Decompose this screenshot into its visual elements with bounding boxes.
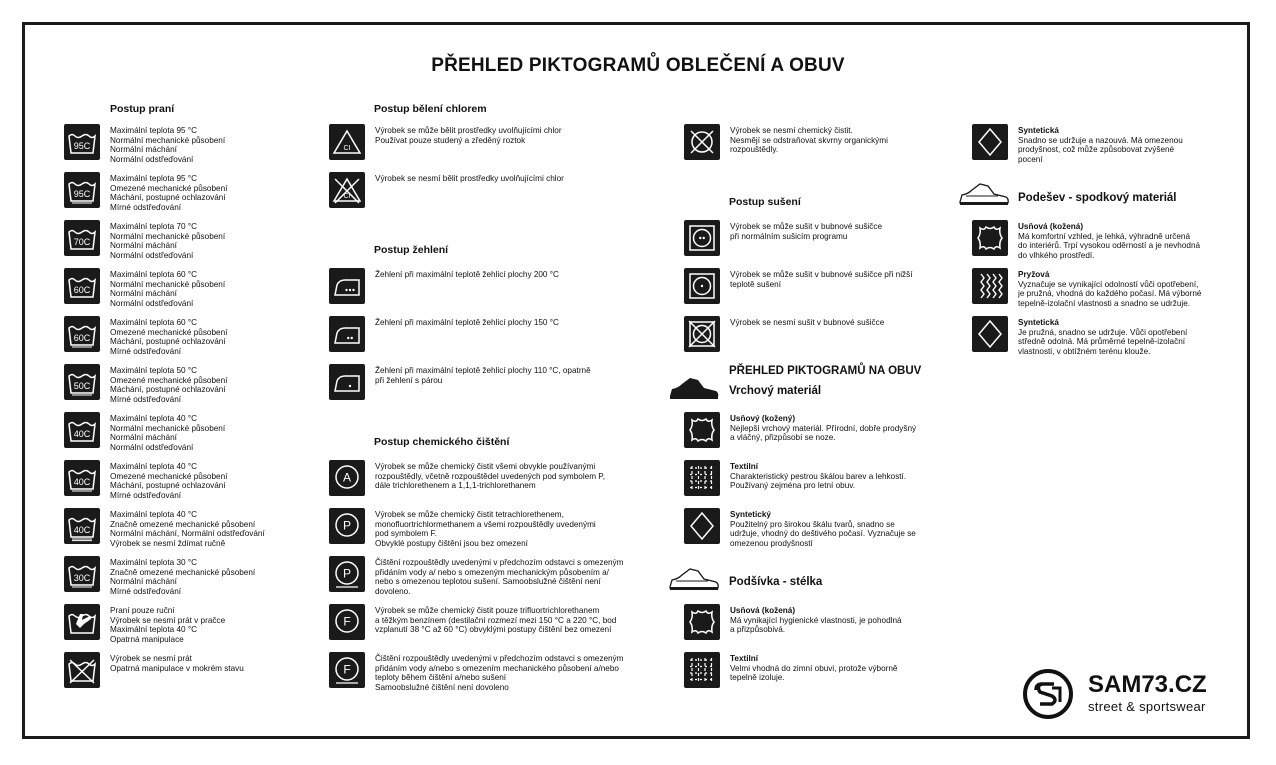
material-name: Usňový (kožený): [730, 414, 796, 423]
lining-shoe-icon: [668, 567, 720, 591]
hand-wash-icon: [64, 604, 100, 640]
dry-clean-row: [329, 508, 596, 549]
wash-temp-label: 40C: [73, 429, 91, 439]
material-row: [972, 124, 1183, 165]
svg-text:P: P: [342, 518, 352, 533]
material-row: [972, 220, 1200, 261]
material-row: [684, 508, 916, 549]
drying-row: [684, 268, 912, 304]
bleach-heading: Postup bělení chlorem: [374, 103, 487, 115]
dry-clean-row: [329, 652, 623, 693]
wash-tub-icon: [64, 412, 100, 448]
symbol-description: Maximální teplota 95 °C Normální mechanické působení Normální máchání Normální odstřeďování: [110, 126, 226, 165]
iron-row: [329, 316, 559, 352]
wash-tub-icon: [64, 460, 100, 496]
dry-clean-a-icon: [329, 460, 365, 496]
iron-icon: [329, 364, 365, 400]
symbol-description: Čištění rozpouštědly uvedenými v předchozím odstavci s omezeným přidáním vody a/ nebo s omezeným mechanickým působením a/ nebo s omezenou teplotou sušení. Samoobslužné čištění není dovoleno.: [375, 558, 624, 597]
wash-tub-icon: [64, 220, 100, 256]
upper-shoe-icon: [668, 376, 720, 400]
material-row: [972, 316, 1187, 357]
material-name: Syntetický: [730, 510, 771, 519]
wash-row: [64, 508, 265, 549]
material-description: Charakteristický pestrou škálou barev a lehkostí. Používaný zejména pro letní obuv.: [730, 471, 907, 491]
wash-row: [64, 268, 225, 309]
material-description: Velmi vhodná do zimní obuvi, protože výborně tepelně izoluje.: [730, 663, 898, 683]
sam-logo-icon: [1022, 668, 1074, 720]
dry-clean-f-icon: [329, 652, 365, 688]
brand-logo: [1022, 668, 1207, 720]
material-description: Má komfortní vzhled, je lehká, výhradně určená do interiérů. Trpí vysokou oděrností a je nevhodná do vlhkého prostředí.: [1018, 231, 1201, 261]
dry-clean-p-icon: [329, 508, 365, 544]
material-name: Usňová (kožená): [730, 606, 796, 615]
synthetic-icon: [972, 124, 1008, 160]
rubber-icon: [972, 268, 1008, 304]
tumble-dry-icon: [684, 268, 720, 304]
wash-temp-label: 50C: [73, 381, 91, 391]
tumble-dry-icon: [684, 220, 720, 256]
symbol-description: Žehlení při maximální teplotě žehlicí plochy 150 °C: [375, 318, 559, 327]
upper-heading: Vrchový materiál: [729, 385, 822, 397]
wash-row: [64, 316, 227, 357]
symbol-description: Výrobek se nesmí bělit prostředky uvolňujícími chlor: [375, 174, 564, 183]
material-row: [684, 604, 902, 640]
material-text: [1018, 318, 1187, 357]
wash-heading: Postup praní: [110, 103, 175, 115]
leather-icon: [972, 220, 1008, 256]
material-text: [730, 510, 916, 549]
svg-text:CI: CI: [343, 145, 351, 152]
dry-clean-heading: Postup chemického čištění: [374, 436, 510, 448]
wash-row: [64, 556, 255, 597]
material-description: Nejlepší vrchový materiál. Přírodní, dobře prodyšný a vláčný, přizpůsobí se noze.: [730, 423, 917, 443]
wash-temp-label: 70C: [73, 237, 91, 247]
symbol-description: Maximální teplota 40 °C Omezené mechanické působení Máchání, postupné ochlazování Mírné odstřeďování: [110, 462, 228, 501]
material-description: Snadno se udržuje a nazouvá. Má omezenou prodyšnost, což může způsobovat zvýšené pocení: [1018, 135, 1183, 165]
dry-clean-row: [329, 556, 623, 597]
symbol-description: Žehlení při maximální teplotě žehlicí plochy 200 °C: [375, 270, 559, 279]
material-row: [684, 412, 916, 448]
material-description: Použitelný pro širokou škálu tvarů, snadno se udržuje, vhodný do deštivého počasí. Vyznačuje se omezenou prodyšností: [730, 519, 916, 549]
symbol-description: Výrobek se může sušit v bubnové sušičce při normálním sušicím programu: [730, 222, 882, 241]
symbol-description: Výrobek se může bělit prostředky uvolňujícími chlor Používat pouze studený a zředěný roztok: [375, 126, 562, 145]
symbol-description: Praní pouze ruční Výrobek se nesmí prát v pračce Maximální teplota 40 °C Opatrná manipulace: [110, 606, 226, 645]
wash-tub-icon: [64, 508, 100, 544]
material-text: [1018, 270, 1201, 309]
symbol-description: Maximální teplota 50 °C Omezené mechanické působení Máchání, postupné ochlazování Mírné odstřeďování: [110, 366, 228, 405]
material-text: [730, 606, 902, 635]
material-description: Je pružná, snadno se udržuje. Vůči opotřebení středně odolná. Má průměrné tepelně-izolační vlastnosti, v obtížném terénu klouže.: [1018, 327, 1188, 357]
symbol-description: Výrobek se nesmí chemický čistit. Nesmějí se odstraňovat skvrny organickými rozpouštědly.: [730, 126, 888, 155]
material-name: Usňová (kožená): [1018, 222, 1084, 231]
material-name: Textilní: [730, 462, 759, 471]
symbol-description: Maximální teplota 30 °C Značně omezené mechanické působení Normální máchání Mírné odstřeďování: [110, 558, 256, 597]
wash-row: [64, 460, 227, 501]
drying-row: [684, 316, 884, 352]
material-text: [1018, 222, 1200, 261]
bleach-row: [329, 172, 564, 208]
leather-icon: [684, 604, 720, 640]
wash-temp-label: 95C: [73, 141, 91, 151]
sole-shoe-icon: [958, 182, 1010, 206]
material-name: Syntetická: [1018, 318, 1059, 327]
symbol-description: Maximální teplota 60 °C Omezené mechanické působení Máchání, postupné ochlazování Mírné odstřeďování: [110, 318, 228, 357]
symbol-description: Výrobek se nesmí prát Opatrná manipulace v mokrém stavu: [110, 654, 244, 673]
material-row: [684, 652, 897, 688]
symbol-description: Výrobek se může chemický čistit pouze trifluortrichlorethanem a těžkým benzínem (destilační rozmezí mezi 150 °C a 220 °C, bod vzplanutí 38 °C až 60 °C) obvyklými postupy čištění bez omezení: [375, 606, 617, 635]
svg-text:P: P: [342, 566, 352, 581]
wash-row: [64, 652, 244, 688]
dry-clean-row: [329, 604, 616, 640]
textile-icon: [684, 652, 720, 688]
symbol-description: Maximální teplota 70 °C Normální mechanické působení Normální máchání Normální odstřeďování: [110, 222, 226, 261]
iron-heading: Postup žehlení: [374, 244, 449, 256]
brand-tagline: street & sportswear: [1088, 699, 1206, 714]
material-name: Pryžová: [1018, 270, 1050, 279]
textile-icon: [684, 460, 720, 496]
page-title: PŘEHLED PIKTOGRAMŮ OBLEČENÍ A OBUV: [431, 55, 845, 76]
no-bleach-icon: [329, 172, 365, 208]
wash-row: [64, 220, 225, 261]
wash-tub-icon: [64, 172, 100, 208]
wash-tub-icon: [64, 124, 100, 160]
synthetic-icon: [684, 508, 720, 544]
drying-row: [684, 220, 882, 256]
symbol-description: Výrobek se nesmí sušit v bubnové sušičce: [730, 318, 885, 327]
dry-clean-p-icon: [329, 556, 365, 592]
wash-row: [64, 604, 225, 645]
wash-temp-label: 95C: [73, 189, 91, 199]
material-description: Vyznačuje se vynikající odolností vůči opotřebení, je pružná, vhodná do každého počasí. Má výborné tepelně-izolační vlastnosti a snadno se udržuje.: [1018, 279, 1202, 309]
symbol-description: Maximální teplota 40 °C Značně omezené mechanické působení Normální máchání, Normální odstřeďování Výrobek se nesmí ždímat ručně: [110, 510, 265, 549]
svg-text:F: F: [343, 614, 351, 629]
material-text: [730, 654, 897, 683]
no-tumble-dry-icon: [684, 316, 720, 352]
svg-text:A: A: [342, 470, 352, 485]
wash-tub-icon: [64, 268, 100, 304]
shoes-heading: PŘEHLED PIKTOGRAMŮ NA OBUV: [729, 365, 922, 377]
material-description: Má vynikající hygienické vlastnosti, je pohodlná a přizpůsobivá.: [730, 615, 902, 635]
symbol-description: Maximální teplota 60 °C Normální mechanické působení Normální máchání Normální odstřeďování: [110, 270, 226, 309]
wash-tub-icon: [64, 316, 100, 352]
no-wash-icon: [64, 652, 100, 688]
svg-text:F: F: [343, 662, 351, 677]
wash-row: [64, 124, 225, 165]
synthetic-icon: [972, 316, 1008, 352]
iron-icon: [329, 316, 365, 352]
material-text: [730, 462, 906, 491]
symbol-description: Maximální teplota 40 °C Normální mechanické působení Normální máchání Normální odstřeďování: [110, 414, 226, 453]
symbol-description: Výrobek se může sušit v bubnové sušičce při nižší teplotě sušení: [730, 270, 913, 289]
wash-temp-label: 60C: [73, 333, 91, 343]
wash-temp-label: 60C: [73, 285, 91, 295]
symbol-description: Výrobek se může chemický čistit všemi obvykle používanými rozpouštědly, včetně rozpouštědel uvedených pod symbolem P, dále trichlorethenem a 1,1,1-trichlorethanem: [375, 462, 605, 491]
brand-name: SAM73.CZ: [1088, 671, 1207, 698]
material-name: Syntetická: [1018, 126, 1059, 135]
iron-row: [329, 268, 559, 304]
material-text: [730, 414, 916, 443]
wash-temp-label: 40C: [73, 525, 91, 535]
wash-row: [64, 364, 227, 405]
symbol-description: Výrobek se může chemický čistit tetrachlorethenem, monofluortrichlormethanem a všemi rozpouštědly uvedenými pod symbolem F. Obvyklé postupy čištění jsou bez omezení: [375, 510, 596, 549]
iron-icon: [329, 268, 365, 304]
sole-heading: Podešev - spodkový materiál: [1018, 192, 1177, 204]
wash-temp-label: 40C: [73, 477, 91, 487]
drying-heading: Postup sušení: [729, 196, 801, 208]
wash-tub-icon: [64, 364, 100, 400]
svg-text:CI: CI: [343, 193, 351, 200]
material-row: [684, 460, 906, 496]
material-name: Textilní: [730, 654, 759, 663]
dry-clean-f-icon: [329, 604, 365, 640]
iron-row: [329, 364, 591, 400]
wash-row: [64, 412, 225, 453]
bleach-allowed-icon: [329, 124, 365, 160]
wash-temp-label: 30C: [73, 573, 91, 583]
leather-icon: [684, 412, 720, 448]
lining-heading: Podšívka - stélka: [729, 576, 823, 588]
bleach-row: [329, 124, 562, 160]
symbol-description: Žehlení při maximální teplotě žehlicí plochy 110 °C, opatrně při žehlení s párou: [375, 366, 591, 385]
dry-clean-row: [684, 124, 888, 160]
dry-clean-row: [329, 460, 605, 496]
wash-row: [64, 172, 227, 213]
symbol-description: Maximální teplota 95 °C Omezené mechanické působení Máchání, postupné ochlazování Mírné odstřeďování: [110, 174, 228, 213]
wash-tub-icon: [64, 556, 100, 592]
material-row: [972, 268, 1201, 309]
symbol-description: Čištění rozpouštědly uvedenými v předchozím odstavci s omezeným přidáním vody a/nebo s omezením mechanického působení a/nebo teploty během čištění a/nebo sušení Samoobslužné čištění není dovoleno: [375, 654, 624, 693]
no-dry-clean-icon: [684, 124, 720, 160]
material-text: [1018, 126, 1183, 165]
